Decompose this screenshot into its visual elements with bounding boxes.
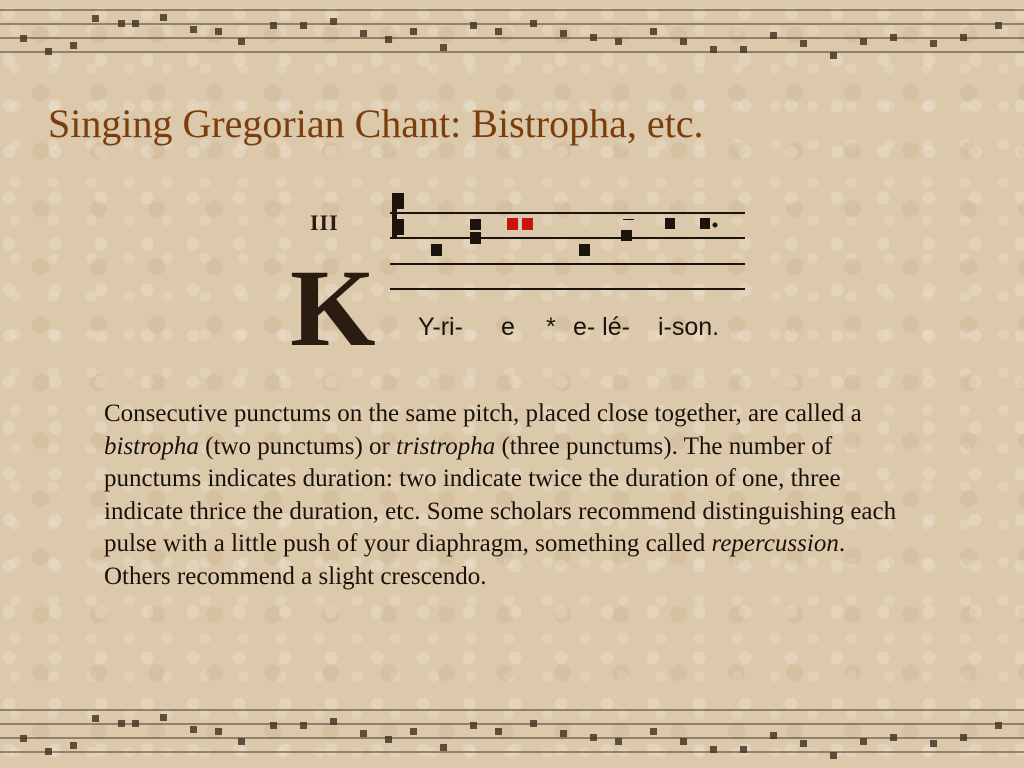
chant-example: [290, 185, 750, 369]
punctum: [700, 218, 710, 229]
c-clef: [392, 193, 404, 237]
text-segment: . Others recommend a slight crescendo.: [104, 530, 846, 590]
punctum: [579, 244, 590, 256]
mode-label: III: [310, 210, 339, 235]
lyric-syllable: e- lé-: [573, 313, 630, 341]
mora-dot: [713, 223, 718, 228]
lyric-syllable: i-son.: [658, 313, 720, 341]
bistropha: [507, 218, 533, 230]
punctum: [665, 218, 675, 229]
punctum: [431, 244, 442, 256]
text-segment: (three punctums). The number of punctums indicates duration: two indicate twice the duration of one, three indicate thrice the duration, etc. Some scholars recommend distinguishing each pulse with a little push of your diaphragm, something called: [104, 432, 897, 557]
initial-letter: K: [290, 247, 376, 369]
text-segment: (two punctums) or: [198, 432, 397, 460]
explanation-paragraph: [104, 398, 904, 593]
punctum: [470, 232, 481, 244]
slide-title: Singing Gregorian Chant: Bistropha, etc.: [48, 101, 704, 146]
punctum: [507, 218, 518, 230]
lyric-asterisk: *: [546, 313, 556, 341]
lyric-syllable: Y-ri-: [418, 313, 463, 341]
punctum: [470, 219, 481, 230]
punctum: [623, 219, 634, 220]
term-bistropha: bistropha: [104, 432, 199, 460]
lyric-syllable: e: [501, 313, 515, 341]
punctum: [621, 230, 632, 241]
text-segment: Consecutive punctums on the same pitch, placed close together, are called a: [104, 400, 862, 427]
punctum: [522, 218, 533, 230]
term-tristropha: tristropha: [396, 432, 496, 460]
decorative-staff-band-top: [0, 0, 1024, 68]
chant-staff: [390, 185, 750, 305]
decorative-staff-band-bottom: [0, 700, 1024, 768]
term-repercussion: repercussion: [711, 530, 839, 557]
